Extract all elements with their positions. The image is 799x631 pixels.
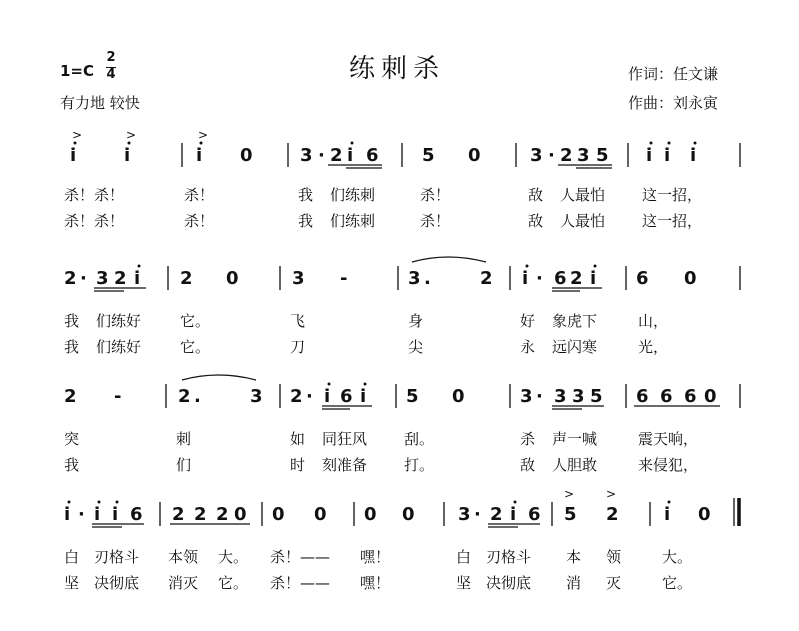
lyric-cell: 刻准备 [322,456,368,474]
lyric-cell: 杀！—— [270,574,331,592]
lyric-cell: 坚 [456,574,472,592]
svg-text:3: 3 [520,386,533,407]
lyric-cell: 杀！ [184,186,215,204]
lyric-cell: 敌 [528,212,544,230]
svg-text:i: i [510,504,517,525]
lyric-cell: 刮。 [404,430,435,448]
lyric-cell: 们练刺 [330,186,376,204]
svg-text:2: 2 [490,504,503,525]
lyric-cell: 震天响， [638,430,699,448]
svg-text:i: i [134,268,141,289]
lyric-cell: 我 [64,456,80,474]
svg-text:i: i [196,145,203,166]
staff-4-graphic [0,487,799,534]
lyric-cell: 它。 [180,338,211,356]
svg-text:6: 6 [366,145,379,166]
svg-text:3: 3 [554,386,567,407]
svg-text:2: 2 [216,504,229,525]
lyric-cell: 敌 [520,456,536,474]
lyric-cell: 如 [290,430,306,448]
svg-text:6: 6 [660,386,673,407]
lyric-cell: 灭 [606,574,622,592]
lyric-cell: 嘿！ [360,548,391,566]
lyric-cell: 本领 [168,548,199,566]
lyric-cell: 刀 [290,338,306,356]
svg-text:0: 0 [240,145,253,166]
svg-text:.: . [424,268,431,289]
svg-text:5: 5 [564,504,577,525]
svg-text:6: 6 [554,268,567,289]
svg-text:3: 3 [300,145,313,166]
svg-text:2: 2 [114,268,127,289]
svg-text:-: - [114,386,122,407]
lyric-cell: 我 [64,338,80,356]
svg-text:0: 0 [364,504,377,525]
lyric-cell: 本 [566,548,582,566]
staff-system-2 [0,258,799,298]
lyric-cell: 人胆敢 [552,456,598,474]
svg-text:·: · [536,386,543,407]
svg-text:3: 3 [250,386,263,407]
svg-text:5: 5 [596,145,609,166]
svg-text:i: i [360,386,367,407]
svg-text:·: · [318,145,325,166]
lyric-cell: 身 [408,312,424,330]
song-title: 练刺杀 [349,54,446,84]
svg-text:2: 2 [290,386,303,407]
svg-text:·: · [78,504,85,525]
lyricist: 作词：任文谦 [628,65,719,83]
lyric-cell: 来侵犯， [638,456,699,474]
svg-text:0: 0 [234,504,247,525]
lyric-cell: 时 [290,456,306,474]
lyric-cell: 象虎下 [552,312,598,330]
svg-text:i: i [646,145,653,166]
lyric-cell: 它。 [218,574,249,592]
svg-text:5: 5 [422,145,435,166]
svg-text:i: i [664,504,671,525]
svg-text:i: i [664,145,671,166]
staff-3-graphic [0,376,799,416]
lyric-cell: 杀！杀！ [64,212,125,230]
lyric-cell: 嘿！ [360,574,391,592]
svg-text:·: · [548,145,555,166]
svg-text:2: 2 [64,268,77,289]
svg-text:-: - [340,268,348,289]
lyric-cell: 杀！ [184,212,215,230]
svg-text:2: 2 [180,268,193,289]
svg-text:0: 0 [704,386,717,407]
lyric-cell: 决彻底 [94,574,140,592]
lyric-cell: 它。 [180,312,211,330]
svg-text:2: 2 [330,145,343,166]
composer: 作曲：刘永寅 [628,94,719,112]
lyric-cell: 们练好 [96,338,142,356]
lyric-cell: 大。 [662,548,693,566]
svg-text:i: i [94,504,101,525]
lyric-cell: 消灭 [168,574,199,592]
lyric-cell: 们练刺 [330,212,376,230]
svg-text:2: 2 [570,268,583,289]
svg-text:>: > [126,128,137,142]
lyric-cell: 突 [64,430,80,448]
svg-text:0: 0 [272,504,285,525]
svg-text:5: 5 [590,386,603,407]
lyric-cell: 杀！杀！ [64,186,125,204]
svg-text:i: i [590,268,597,289]
staff-system-4 [0,487,799,534]
staff-1-graphic [0,128,799,175]
svg-text:3: 3 [96,268,109,289]
lyric-cell: 决彻底 [486,574,532,592]
time-signature-numerator: 2 [106,50,116,65]
lyric-cell: 同狂风 [322,430,368,448]
svg-text:3: 3 [572,386,585,407]
lyric-cell: 刃格斗 [486,548,532,566]
lyric-cell: 光， [638,338,669,356]
svg-text:0: 0 [226,268,239,289]
svg-text:i: i [64,504,71,525]
lyric-cell: 领 [606,548,622,566]
lyric-cell: 好 [520,312,536,330]
key-signature: 1=C [60,62,95,80]
svg-text:6: 6 [636,268,649,289]
lyric-cell: 杀！ [420,186,451,204]
svg-text:3: 3 [577,145,590,166]
svg-text:·: · [474,504,481,525]
lyric-cell: 山， [638,312,669,330]
svg-text:3: 3 [292,268,305,289]
lyric-cell: 刃格斗 [94,548,140,566]
lyric-cell: 杀 [520,430,536,448]
svg-text:6: 6 [340,386,353,407]
svg-text:0: 0 [684,268,697,289]
svg-text:3: 3 [408,268,421,289]
svg-text:6: 6 [636,386,649,407]
svg-text:2: 2 [606,504,619,525]
svg-text:i: i [347,145,354,166]
svg-text:i: i [124,145,131,166]
lyric-cell: 它。 [662,574,693,592]
lyric-cell: 永 [520,338,536,356]
svg-text:>: > [606,487,617,501]
svg-text:0: 0 [698,504,711,525]
lyric-cell: 坚 [64,574,80,592]
svg-text:2: 2 [178,386,191,407]
svg-text:3: 3 [458,504,471,525]
lyric-cell: 我 [298,186,314,204]
svg-text:6: 6 [684,386,697,407]
lyric-cell: 们练好 [96,312,142,330]
svg-text:i: i [522,268,529,289]
lyric-cell: 敌 [528,186,544,204]
svg-text:.: . [194,386,201,407]
lyric-cell: 杀！—— [270,548,331,566]
svg-text:i: i [112,504,119,525]
svg-text:i: i [70,145,77,166]
lyric-cell: 我 [64,312,80,330]
svg-text:3: 3 [530,145,543,166]
lyric-cell: 这一招， [642,212,703,230]
lyric-cell: 们 [176,456,192,474]
svg-text:2: 2 [560,145,573,166]
tempo-marking: 有力地 较快 [60,94,140,112]
svg-text:i: i [324,386,331,407]
svg-text:0: 0 [452,386,465,407]
lyric-cell: 打。 [404,456,435,474]
svg-text:2: 2 [64,386,77,407]
svg-text:>: > [564,487,575,501]
svg-text:>: > [198,128,209,142]
svg-text:5: 5 [406,386,419,407]
time-signature-denominator: 4 [106,67,116,82]
lyric-cell: 杀！ [420,212,451,230]
lyric-cell: 尖 [408,338,424,356]
svg-text:2: 2 [480,268,493,289]
lyric-cell: 远闪寒 [552,338,598,356]
lyric-cell: 飞 [290,312,306,330]
staff-system-3 [0,376,799,416]
svg-text:6: 6 [528,504,541,525]
lyric-cell: 大。 [218,548,249,566]
svg-text:6: 6 [130,504,143,525]
lyric-cell: 这一招， [642,186,703,204]
lyric-cell: 我 [298,212,314,230]
svg-text:0: 0 [468,145,481,166]
lyric-cell: 消 [566,574,582,592]
svg-text:·: · [80,268,87,289]
lyric-cell: 声一喊 [552,430,598,448]
staff-2-graphic [0,258,799,298]
svg-text:2: 2 [172,504,185,525]
svg-text:>: > [72,128,83,142]
lyric-cell: 人最怕 [560,212,606,230]
lyric-cell: 人最怕 [560,186,606,204]
svg-text:·: · [536,268,543,289]
lyric-cell: 白 [456,548,472,566]
lyric-cell: 刺 [176,430,192,448]
svg-text:0: 0 [402,504,415,525]
lyric-cell: 白 [64,548,80,566]
svg-text:i: i [690,145,697,166]
svg-text:2: 2 [194,504,207,525]
svg-text:·: · [306,386,313,407]
svg-text:0: 0 [314,504,327,525]
staff-system-1 [0,128,799,175]
